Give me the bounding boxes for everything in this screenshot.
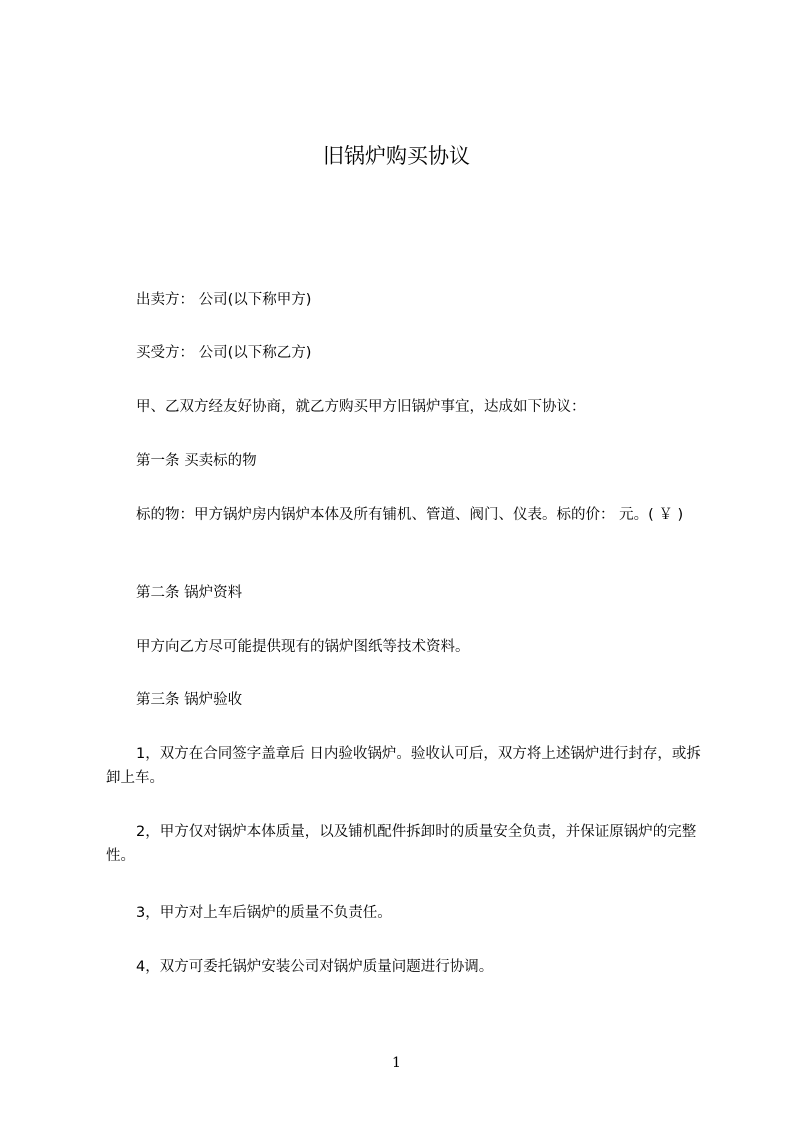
seller-line: 出卖方： 公司(以下称甲方) — [136, 292, 312, 308]
article-3-item-3: 3，甲方对上车后锅炉的质量不负责任。 — [136, 905, 392, 921]
article-2-body: 甲方向乙方尽可能提供现有的锅炉图纸等技术资料。 — [136, 639, 470, 655]
article-3-item-4: 4，双方可委托锅炉安装公司对锅炉质量问题进行协调。 — [136, 959, 494, 975]
article-2-heading: 第二条 锅炉资料 — [136, 585, 243, 601]
page-number: 1 — [392, 1055, 401, 1071]
buyer-line: 买受方： 公司(以下称乙方) — [136, 345, 312, 361]
article-3-item-1: 1，双方在合同签字盖章后 日内验收锅炉。验收认可后，双方将上述锅炉进行封存，或拆卸上车。 — [106, 746, 701, 786]
article-3-heading: 第三条 锅炉验收 — [136, 692, 243, 708]
article-3-item-2: 2，甲方仅对锅炉本体质量，以及铺机配件拆卸时的质量安全负责，并保证原锅炉的完整性。 — [106, 824, 697, 864]
article-1-body: 标的物：甲方锅炉房内锅炉本体及所有铺机、管道、阀门、仪表。标的价： 元。( ￥ ) — [136, 507, 684, 523]
document-title: 旧锅炉购买协议 — [323, 144, 470, 168]
article-1-heading: 第一条 买卖标的物 — [136, 453, 257, 469]
intro-paragraph: 甲、乙双方经友好协商，就乙方购买甲方旧锅炉事宜，达成如下协议： — [136, 399, 586, 415]
